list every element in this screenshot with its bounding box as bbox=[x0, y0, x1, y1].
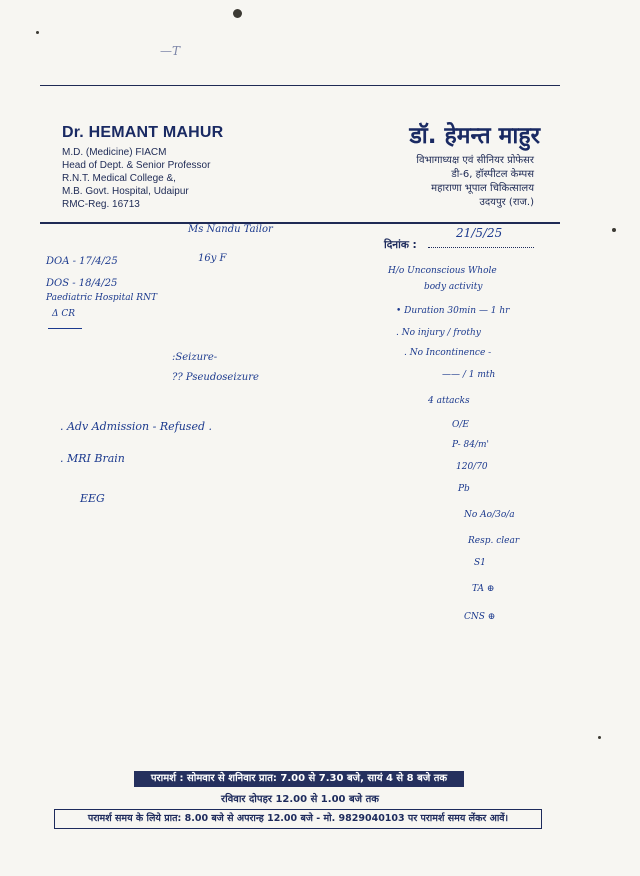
patient-name: Ms Nandu Tailor bbox=[188, 224, 273, 235]
acr-underline bbox=[48, 328, 82, 329]
doa-note: DOA - 17/4/25 bbox=[46, 256, 118, 267]
detail-line: M.D. (Medicine) FIACM bbox=[62, 147, 167, 158]
ink-speck bbox=[233, 9, 242, 18]
patient-age-sex: 16y F bbox=[198, 253, 227, 264]
exam-line: O/E bbox=[452, 420, 469, 430]
detail-line-hindi: महाराणा भूपाल चिकित्सालय bbox=[431, 183, 534, 194]
exam-line: No Ao/3o/a bbox=[464, 510, 515, 520]
appointment-note: परामर्श समय के लिये प्रात: 8.00 बजे से अपरान्ह 12.00 बजे - मो. 9829040103 पर परामर्श समय लेंकर आवें। bbox=[54, 809, 542, 829]
history-line: • Duration 30min — 1 hr bbox=[396, 306, 510, 316]
doctor-details bbox=[62, 146, 210, 211]
top-pen-mark: —T bbox=[160, 44, 181, 58]
exam-line: Pb bbox=[458, 484, 470, 494]
history-line: 4 attacks bbox=[428, 396, 470, 406]
exam-line: TA ⊕ bbox=[472, 584, 495, 594]
detail-line: R.N.T. Medical College &, bbox=[62, 173, 176, 184]
sunday-hours: रविवार दोपहर 12.00 से 1.00 बजे तक bbox=[221, 794, 379, 805]
advice-line: EEG bbox=[80, 492, 105, 505]
detail-line-hindi: उदयपुर (राज.) bbox=[479, 197, 534, 208]
advice-line: . Adv Admission - Refused . bbox=[60, 420, 212, 433]
dos-note: DOS - 18/4/25 bbox=[46, 278, 118, 289]
detail-line: Head of Dept. & Senior Professor bbox=[62, 160, 211, 171]
advice-line: . MRI Brain bbox=[60, 452, 125, 465]
doctor-details-hindi bbox=[416, 154, 534, 210]
exam-line: 120/70 bbox=[456, 462, 488, 472]
detail-line: M.B. Govt. Hospital, Udaipur bbox=[62, 186, 189, 197]
date-value: 21/5/25 bbox=[456, 226, 503, 240]
ink-speck bbox=[36, 31, 39, 34]
history-line: . No Incontinence - bbox=[404, 348, 492, 358]
history-line: . No injury / frothy bbox=[396, 328, 481, 338]
detail-line-hindi: डी-6, हॉस्पीटल केम्पस bbox=[451, 169, 534, 180]
history-line: body activity bbox=[424, 282, 483, 292]
history-line: —— / 1 mth bbox=[442, 370, 496, 380]
header-top-rule bbox=[40, 85, 560, 86]
ink-speck bbox=[598, 736, 601, 739]
exam-line: Resp. clear bbox=[468, 536, 520, 546]
exam-line: S1 bbox=[474, 558, 486, 568]
diagnosis-line: ?? Pseudoseizure bbox=[172, 372, 259, 383]
detail-line-hindi: विभागाध्यक्ष एवं सीनियर प्रोफेसर bbox=[416, 155, 534, 166]
detail-line: RMC-Reg. 16713 bbox=[62, 199, 140, 210]
date-dotted-line bbox=[428, 241, 534, 248]
acr-note: Δ CR bbox=[52, 309, 76, 319]
date-label: दिनांक : bbox=[384, 239, 417, 251]
ink-speck bbox=[612, 228, 616, 232]
consultation-hours-banner: परामर्श : सोमवार से शनिवार प्रात: 7.00 से 7.30 बजे, सायं 4 से 8 बजे तक bbox=[134, 771, 464, 787]
doctor-name-hindi: डॉ. हेमन्त माहुर bbox=[409, 123, 540, 149]
exam-line: P- 84/m' bbox=[452, 440, 489, 450]
diagnosis-line: :Seizure- bbox=[172, 352, 218, 363]
header-bottom-rule bbox=[40, 222, 560, 224]
history-line: H/o Unconscious Whole bbox=[388, 266, 497, 276]
hospital-note: Paediatric Hospital RNT bbox=[46, 293, 157, 303]
exam-line: CNS ⊕ bbox=[464, 612, 496, 622]
doctor-name: Dr. HEMANT MAHUR bbox=[62, 124, 224, 141]
